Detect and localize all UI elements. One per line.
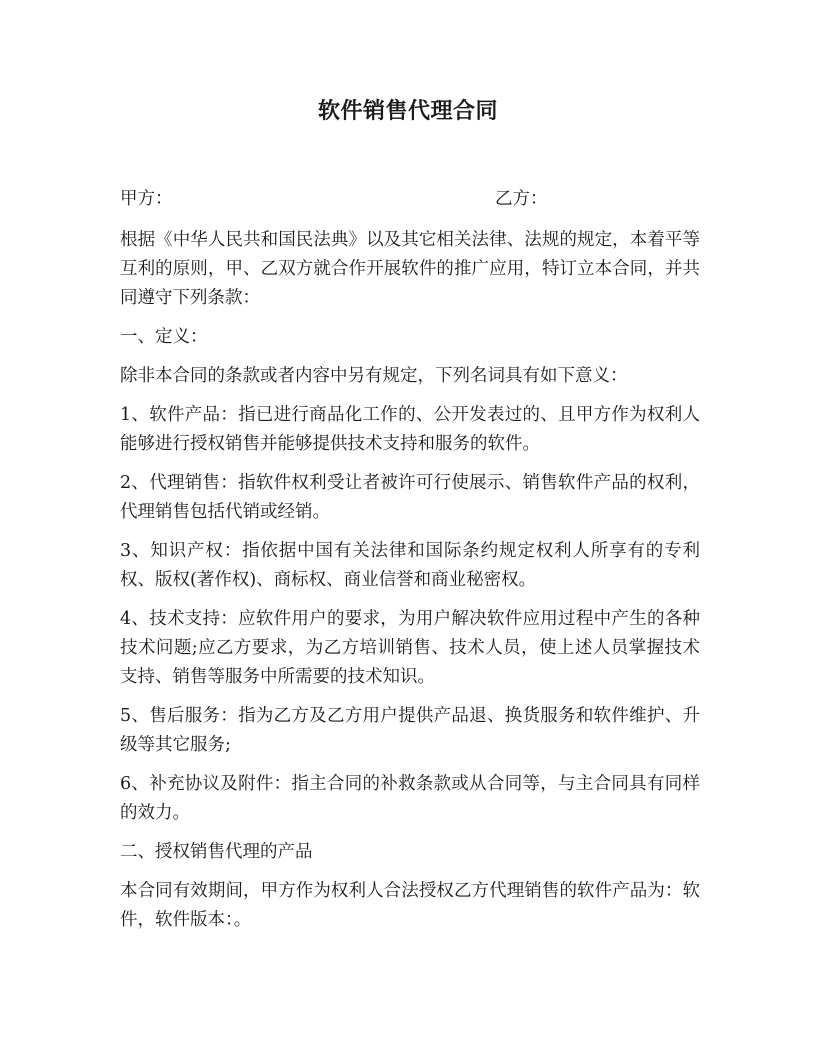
- section-heading-definitions: 一、定义：: [120, 327, 208, 347]
- paragraph-preamble: 根据《中华人民共和国民法典》以及其它相关法律、法规的规定，本着平等互利的原则，甲、乙双方就合作开展软件的推广应用，特订立本合同，并共同遵守下列条款：: [120, 230, 700, 308]
- definition-agency-sales: 2、代理销售：指软件权利受让者被许可行使展示、销售软件产品的权利，代理销售包括代销或经销。: [120, 473, 700, 522]
- definition-intellectual-property: 3、知识产权：指依据中国有关法律和国际条约规定权利人所享有的专利权、版权(著作权)、商标权、商业信誉和商业秘密权。: [120, 541, 700, 590]
- paragraph-authorized-products: 本合同有效期间，甲方作为权利人合法授权乙方代理销售的软件产品为：软件，软件版本：。: [120, 881, 700, 930]
- party-a-label: 甲方：: [120, 189, 173, 209]
- paragraph-definitions-intro: 除非本合同的条款或者内容中另有规定，下列名词具有如下意义：: [120, 366, 628, 386]
- party-b-label: 乙方：: [495, 189, 548, 209]
- parties-line: [120, 184, 700, 214]
- definition-software-product: 1、软件产品：指已进行商品化工作的、公开发表过的、且甲方作为权利人能够进行授权销售并能够提供技术支持和服务的软件。: [120, 405, 700, 454]
- definition-supplementary-agreement: 6、补充协议及附件：指主合同的补救条款或从合同等，与主合同具有同样的效力。: [120, 774, 700, 823]
- definition-technical-support: 4、技术支持：应软件用户的要求，为用户解决软件应用过程中产生的各种技术问题;应乙方要求，为乙方培训销售、技术人员，使上述人员掌握技术支持、销售等服务中所需要的技术知识。: [120, 609, 700, 687]
- definition-after-sales-service: 5、售后服务：指为乙方及乙方用户提供产品退、换货服务和软件维护、升级等其它服务;: [120, 706, 700, 755]
- document-body: [120, 226, 700, 945]
- document-title: 软件销售代理合同: [317, 98, 498, 124]
- section-heading-authorized-products: 二、授权销售代理的产品: [120, 842, 313, 862]
